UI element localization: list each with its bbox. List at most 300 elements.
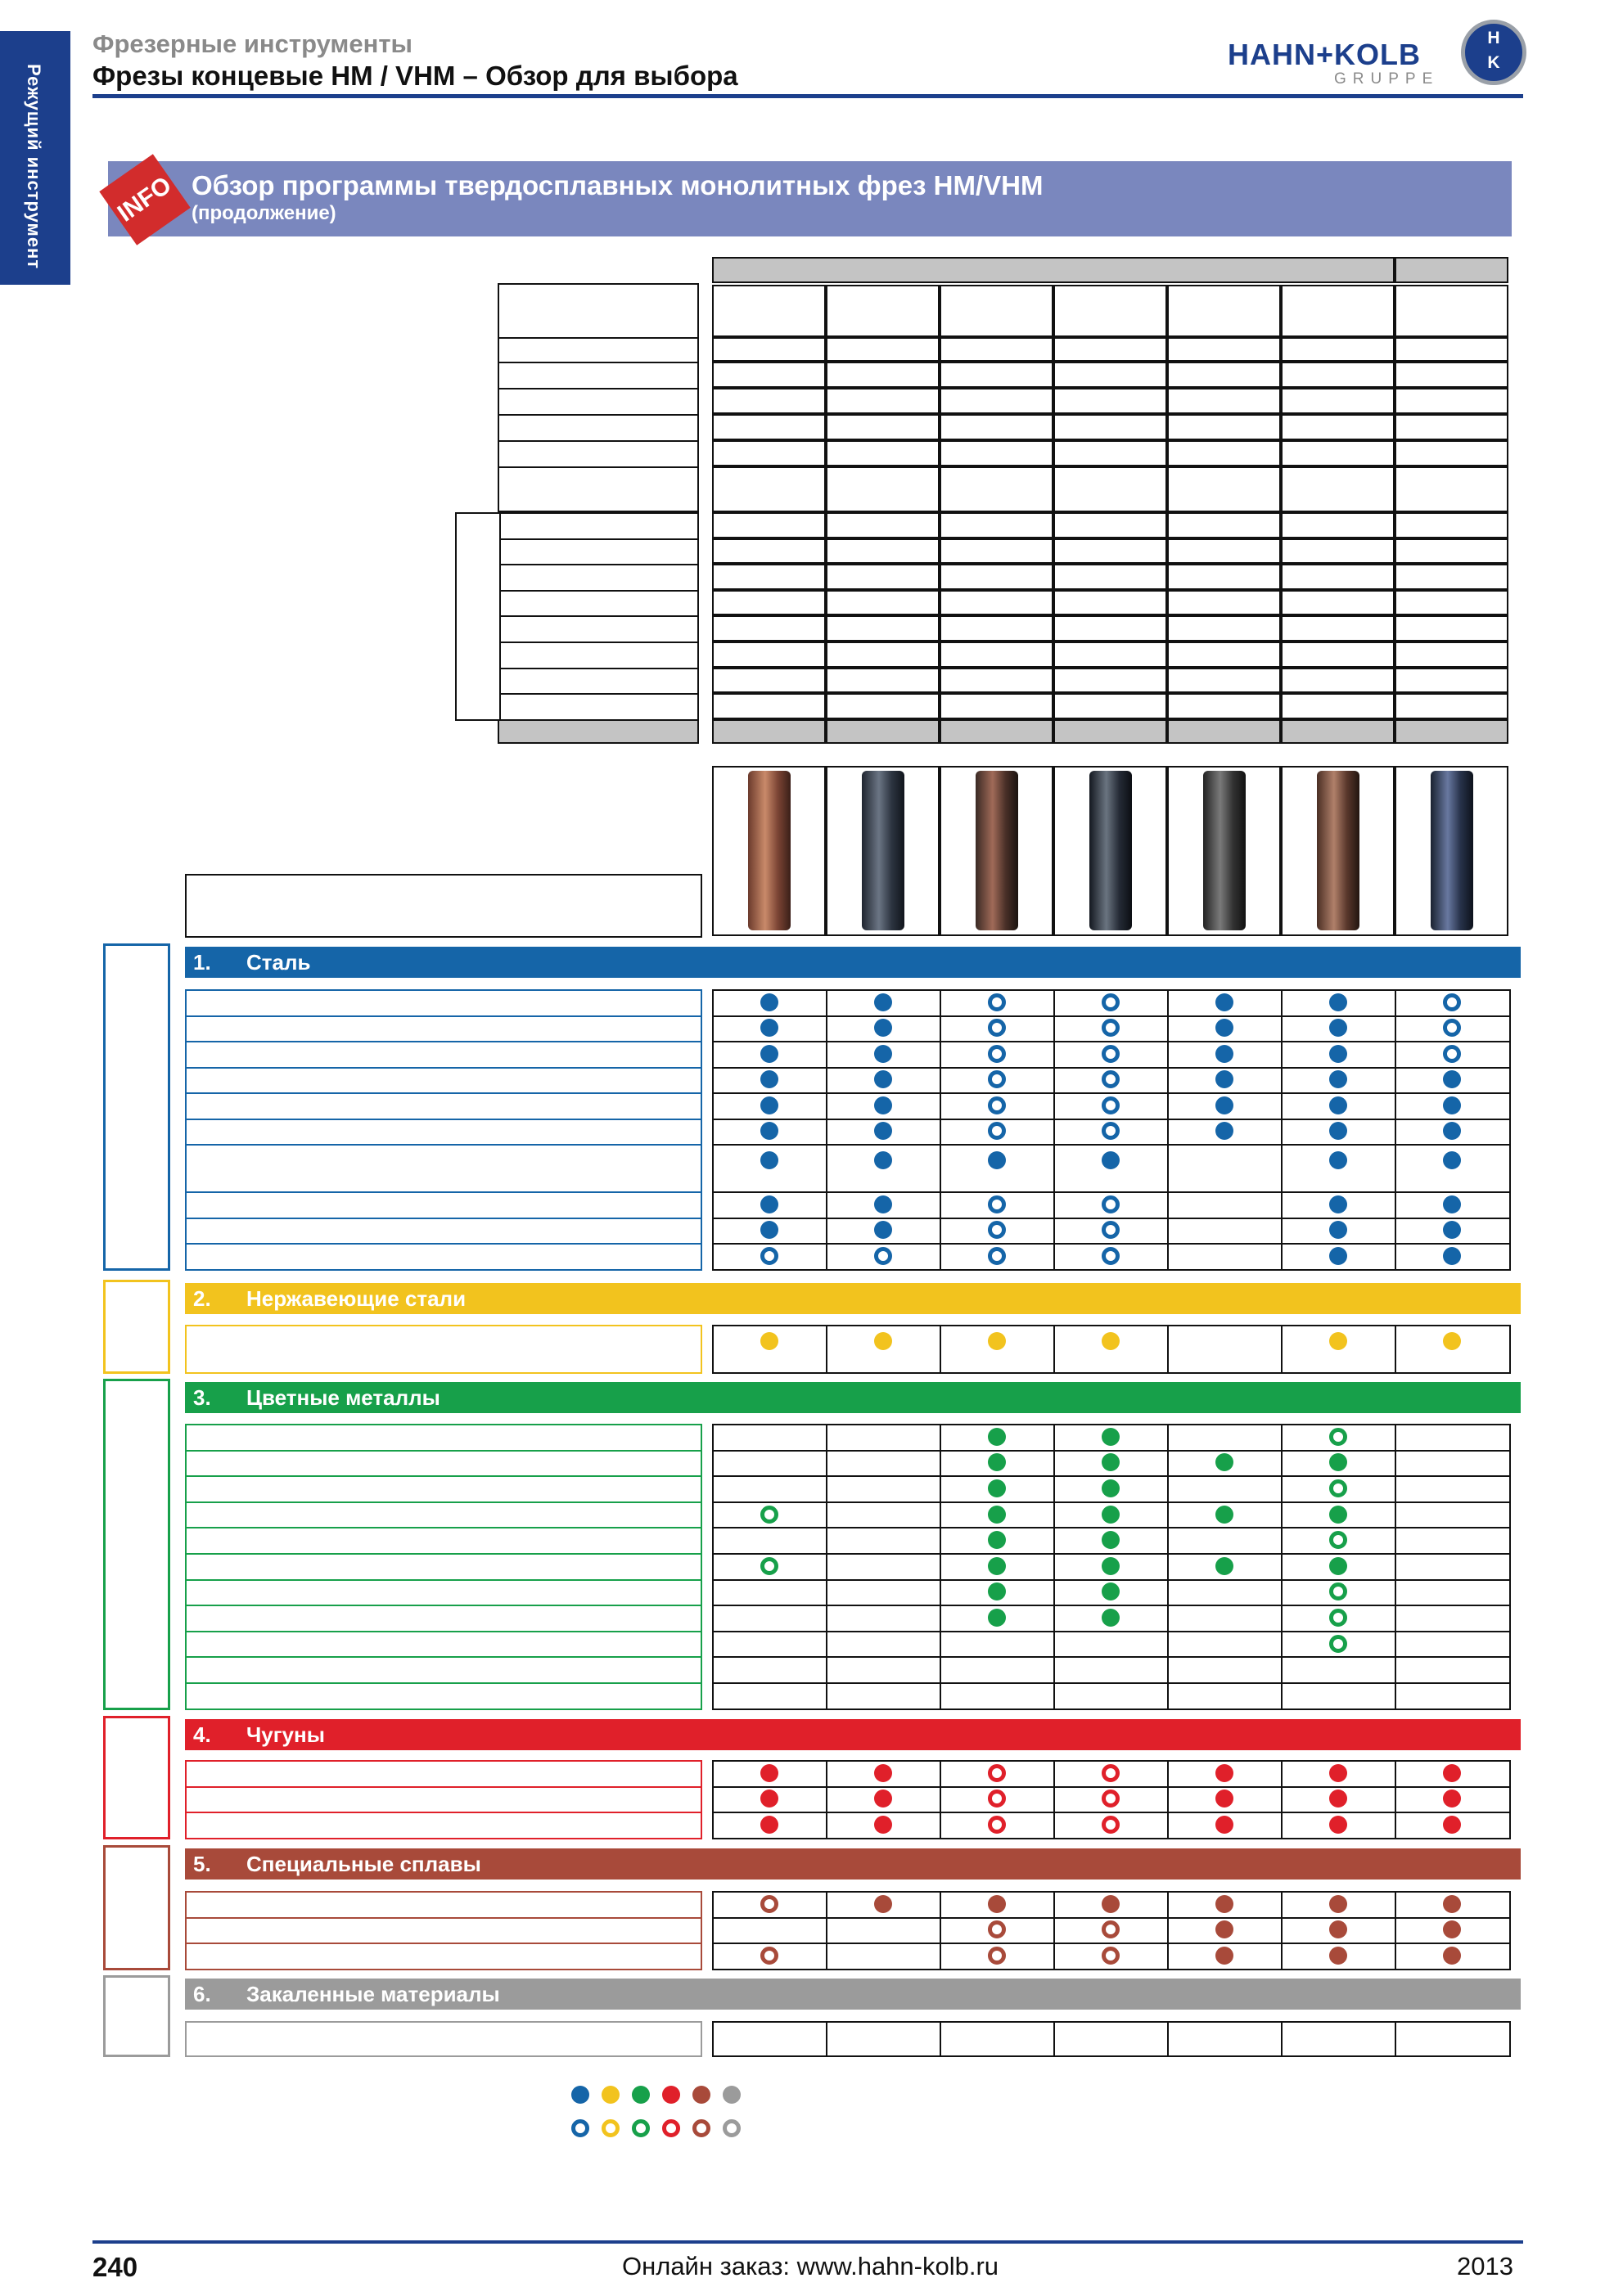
main-use-dot [1329, 1790, 1347, 1808]
group-name: Нержавеющие стали [246, 1285, 467, 1311]
article-number[interactable] [712, 564, 826, 590]
spec-cell-helix [1053, 440, 1167, 466]
main-use-dot [1443, 1070, 1461, 1088]
article-number [1167, 564, 1281, 590]
art-label [622, 590, 697, 616]
main-use-dot [760, 1332, 778, 1350]
aux-use-ring [1102, 1247, 1120, 1265]
catalog-page [1167, 719, 1281, 744]
column-divider [1281, 1891, 1283, 1970]
column-divider [940, 1891, 941, 1970]
coating-name [499, 590, 622, 616]
legend-aux-ring [723, 2119, 741, 2137]
main-use-dot [1215, 1453, 1233, 1471]
main-use-dot [1102, 1609, 1120, 1627]
coating-name [499, 564, 622, 590]
spec-row-label [499, 414, 697, 440]
main-use-dot [1329, 1947, 1347, 1965]
spec-cell-length [1395, 285, 1508, 337]
article-number [1053, 615, 1167, 642]
spec-cell-type [1053, 337, 1167, 362]
main-use-dot [1215, 1070, 1233, 1088]
art-label [622, 564, 697, 590]
aux-use-ring [1329, 1479, 1347, 1497]
aux-use-ring [760, 1947, 778, 1965]
main-use-dot [1329, 1816, 1347, 1834]
catalog-page [712, 719, 826, 744]
article-number [1281, 538, 1395, 565]
catalog-page [1281, 719, 1395, 744]
main-use-dot [1443, 1221, 1461, 1239]
end-mill-icon [1089, 771, 1132, 930]
main-use-dot [874, 993, 892, 1011]
legend-aux-ring [571, 2119, 589, 2137]
main-use-dot [874, 1045, 892, 1063]
main-use-dot [1215, 1947, 1233, 1965]
info-badge-icon: INFO [99, 154, 190, 245]
article-number [1395, 668, 1508, 694]
article-number [1053, 693, 1167, 719]
row-divider [185, 1015, 702, 1017]
spec-cell-cooling [1395, 388, 1508, 414]
aux-use-ring [1102, 1045, 1120, 1063]
main-use-dot [1102, 1531, 1120, 1549]
aux-use-ring [1443, 993, 1461, 1011]
row-divider [185, 1682, 702, 1684]
article-number [712, 693, 826, 719]
page-category: Фрезерные инструменты [92, 29, 413, 58]
column-divider [1053, 1760, 1055, 1839]
material-rows-box [185, 1760, 702, 1839]
row-divider [185, 1041, 702, 1042]
main-use-dot [1215, 1895, 1233, 1913]
main-use-dot [1443, 1332, 1461, 1350]
article-number[interactable] [940, 564, 1053, 590]
group-name: Цветные металлы [246, 1384, 440, 1410]
coating-name [499, 512, 622, 538]
article-number [940, 693, 1053, 719]
main-use-dot [1329, 1506, 1347, 1524]
spec-cell-type [826, 337, 940, 362]
coating-name [499, 693, 622, 719]
column-divider [1395, 989, 1396, 1271]
main-use-dot [1215, 1816, 1233, 1834]
article-number [1395, 642, 1508, 668]
article-number [712, 538, 826, 565]
main-use-dot [1443, 1122, 1461, 1140]
main-use-dot [760, 1221, 778, 1239]
material-rows-box [185, 1424, 702, 1710]
spec-cell-edge [1395, 466, 1508, 512]
aux-use-ring [760, 1247, 778, 1265]
order-url[interactable]: Онлайн заказ: www.hahn-kolb.ru [622, 2252, 999, 2280]
art-label [622, 642, 697, 668]
main-use-dot [1329, 1557, 1347, 1575]
article-number [712, 668, 826, 694]
legend-aux-ring [632, 2119, 650, 2137]
main-use-dot [1329, 1045, 1347, 1063]
row-divider [185, 1917, 702, 1919]
row-divider [712, 1092, 1511, 1094]
spec-cell-edge [1167, 466, 1281, 512]
spec-cell-type [1167, 337, 1281, 362]
row-divider [185, 1191, 702, 1193]
main-use-dot [1102, 1582, 1120, 1600]
row-divider [712, 1605, 1511, 1606]
coating-name [499, 668, 622, 694]
article-number [712, 512, 826, 538]
article-number [1167, 668, 1281, 694]
main-use-dot [1329, 1122, 1347, 1140]
article-number[interactable] [1053, 538, 1167, 565]
brand-logo-sub: GRUPPE [1334, 70, 1440, 88]
spec-cell-length [712, 285, 826, 337]
aux-use-ring [1102, 1195, 1120, 1213]
spec-cell-range [1167, 414, 1281, 440]
material-rows-box [185, 1325, 702, 1374]
spec-cell-teeth [1167, 362, 1281, 388]
art-label [622, 512, 697, 538]
column-divider [1281, 1424, 1283, 1710]
coating-name [499, 538, 622, 565]
end-mill-icon [1431, 771, 1473, 930]
spec-cell-length [1053, 285, 1167, 337]
article-number[interactable] [1281, 564, 1395, 590]
main-use-dot [1443, 1247, 1461, 1265]
row-divider [185, 1553, 702, 1555]
main-use-dot [1329, 1195, 1347, 1213]
aux-use-ring [874, 1247, 892, 1265]
main-use-dot [988, 1428, 1006, 1446]
banner-title: Обзор программы твердосплавных монолитных фрез HM/VHM [192, 170, 1044, 200]
multi-header [1395, 257, 1508, 283]
main-use-dot [1215, 1045, 1233, 1063]
group-letter [103, 1975, 170, 2057]
spec-row-label [499, 466, 697, 512]
row-divider [712, 1501, 1511, 1503]
spec-cell-type [940, 337, 1053, 362]
group-header [712, 257, 1395, 283]
legend-main-dot [602, 2086, 620, 2104]
aux-use-ring [988, 1764, 1006, 1782]
column-divider [1167, 1325, 1169, 1374]
article-number [1053, 512, 1167, 538]
group-name: Сталь [246, 949, 311, 975]
spec-cell-cooling [712, 388, 826, 414]
group-letter [103, 1845, 170, 1970]
legend-main-dot [571, 2086, 589, 2104]
aux-use-ring [1102, 1070, 1120, 1088]
main-use-dot [760, 1122, 778, 1140]
main-use-dot [988, 1582, 1006, 1600]
column-divider [1395, 1891, 1396, 1970]
article-number [826, 668, 940, 694]
group-name: Закаленные материалы [246, 1981, 500, 2006]
spec-cell-teeth [826, 362, 940, 388]
aux-use-ring [760, 1506, 778, 1524]
column-divider [1167, 1891, 1169, 1970]
main-use-dot [874, 1332, 892, 1350]
column-divider [1053, 2021, 1055, 2057]
aux-use-ring [1102, 1221, 1120, 1239]
group-number: 1. [193, 949, 211, 975]
main-use-dot [1443, 1947, 1461, 1965]
group-letter [103, 943, 170, 1271]
article-number [1167, 512, 1281, 538]
catalog-page [1395, 719, 1508, 744]
spec-cell-helix [1395, 440, 1508, 466]
main-use-dot [1443, 1764, 1461, 1782]
group-number: 3. [193, 1384, 211, 1410]
aux-use-ring [988, 1790, 1006, 1808]
row-divider [712, 1579, 1511, 1581]
row-divider [185, 1656, 702, 1658]
column-divider [826, 1325, 827, 1374]
spec-row-label [499, 440, 697, 466]
spec-cell-range [1395, 414, 1508, 440]
article-number[interactable] [826, 538, 940, 565]
main-use-dot [1102, 1557, 1120, 1575]
row-divider [712, 1527, 1511, 1528]
year: 2013 [1457, 2252, 1513, 2280]
main-use-dot [988, 1479, 1006, 1497]
catalog-label [498, 719, 699, 744]
main-use-dot [988, 1895, 1006, 1913]
row-divider [185, 1243, 702, 1245]
column-divider [1395, 1325, 1396, 1374]
side-tab-label: Режущий инструмент [24, 64, 44, 270]
article-number [1281, 590, 1395, 616]
article-number [1167, 590, 1281, 616]
group-bar [185, 1382, 1521, 1413]
row-divider [712, 1812, 1511, 1813]
main-use-dot [988, 1332, 1006, 1350]
spec-cell-helix [940, 440, 1053, 466]
main-use-dot [1215, 1122, 1233, 1140]
aux-use-ring [1329, 1635, 1347, 1653]
article-number [1395, 564, 1508, 590]
aux-use-ring [988, 993, 1006, 1011]
main-use-dot [1215, 1019, 1233, 1037]
main-use-dot [760, 1764, 778, 1782]
column-divider [940, 1760, 941, 1839]
spec-cell-helix [712, 440, 826, 466]
spec-cell-edge [826, 466, 940, 512]
logo-letter-k: K [1487, 53, 1500, 72]
column-divider [1053, 1325, 1055, 1374]
spec-cell-edge [1053, 466, 1167, 512]
art-label [622, 615, 697, 642]
main-use-dot [988, 1151, 1006, 1169]
main-use-dot [1215, 1920, 1233, 1938]
group-letter [103, 1379, 170, 1710]
article-number [1053, 668, 1167, 694]
group-bar [185, 1979, 1521, 2010]
main-use-dot [874, 1122, 892, 1140]
main-use-dot [1329, 1332, 1347, 1350]
main-use-dot [760, 1070, 778, 1088]
row-divider [712, 1786, 1511, 1788]
article-number [940, 668, 1053, 694]
spec-row-label [499, 337, 697, 362]
main-use-dot [1329, 1920, 1347, 1938]
row-divider [712, 1553, 1511, 1555]
row-divider [712, 1631, 1511, 1632]
end-mill-icon [976, 771, 1018, 930]
row-divider [712, 1144, 1511, 1146]
spec-cell-teeth [1281, 362, 1395, 388]
aux-use-ring [988, 1019, 1006, 1037]
group-name: Специальные сплавы [246, 1851, 481, 1876]
row-divider [712, 1119, 1511, 1120]
main-use-dot [1443, 1195, 1461, 1213]
spec-cell-type [1281, 337, 1395, 362]
main-use-dot [1215, 1506, 1233, 1524]
article-number [940, 538, 1053, 565]
group-number: 2. [193, 1285, 211, 1311]
aux-use-ring [988, 1045, 1006, 1063]
aux-use-ring [760, 1895, 778, 1913]
column-divider [1281, 2021, 1283, 2057]
row-divider [185, 1501, 702, 1503]
spec-cell-cooling [1167, 388, 1281, 414]
aux-use-ring [1443, 1045, 1461, 1063]
column-divider [826, 2021, 827, 2057]
aux-use-ring [1443, 1019, 1461, 1037]
spec-cell-teeth [712, 362, 826, 388]
catalog-page [826, 719, 940, 744]
header-divider [92, 94, 1523, 98]
main-use-dot [988, 1506, 1006, 1524]
aux-use-ring [988, 1096, 1006, 1114]
article-number[interactable] [1167, 538, 1281, 565]
material-rows-box [185, 989, 702, 1271]
main-use-dot [1102, 1479, 1120, 1497]
column-divider [1167, 2021, 1169, 2057]
group-letter [103, 1280, 170, 1374]
row-divider [185, 1475, 702, 1477]
main-use-dot [1329, 1151, 1347, 1169]
spec-cell-edge [1281, 466, 1395, 512]
main-use-dot [1443, 1151, 1461, 1169]
aux-use-ring [988, 1947, 1006, 1965]
aux-use-ring [988, 1816, 1006, 1834]
column-divider [1167, 1760, 1169, 1839]
row-divider [712, 1067, 1511, 1069]
main-use-dot [760, 1019, 778, 1037]
spec-cell-length [1167, 285, 1281, 337]
material-rows-box [185, 1891, 702, 1970]
legend-main-dot [632, 2086, 650, 2104]
row-divider [185, 1786, 702, 1788]
article-number [1281, 615, 1395, 642]
main-use-dot [1215, 1557, 1233, 1575]
spec-cell-helix [1167, 440, 1281, 466]
legend-main-dot [723, 2086, 741, 2104]
art-label [622, 693, 697, 719]
column-divider [1053, 1424, 1055, 1710]
spec-cell-helix [1281, 440, 1395, 466]
spec-cell-cooling [940, 388, 1053, 414]
row-divider [185, 1943, 702, 1944]
aux-use-ring [988, 1221, 1006, 1239]
column-divider [1281, 1760, 1283, 1839]
aux-use-ring [1329, 1582, 1347, 1600]
article-number [1281, 512, 1395, 538]
main-use-dot [1102, 1453, 1120, 1471]
row-divider [712, 1656, 1511, 1658]
main-use-dot [1329, 1895, 1347, 1913]
spec-cell-range [826, 414, 940, 440]
article-number [940, 590, 1053, 616]
column-divider [1395, 1760, 1396, 1839]
aux-use-ring [1329, 1531, 1347, 1549]
main-use-dot [874, 1790, 892, 1808]
aux-use-ring [1102, 1096, 1120, 1114]
spec-cell-type [1395, 337, 1508, 362]
main-use-dot [760, 993, 778, 1011]
aux-use-ring [1102, 1920, 1120, 1938]
main-use-dot [760, 1045, 778, 1063]
row-divider [712, 1450, 1511, 1452]
column-divider [1281, 989, 1283, 1271]
main-use-dot [1102, 1428, 1120, 1446]
main-use-dot [1215, 1764, 1233, 1782]
main-use-dot [1102, 1332, 1120, 1350]
column-divider [826, 1891, 827, 1970]
row-divider [185, 1218, 702, 1219]
row-divider [712, 1218, 1511, 1219]
hardness-note [1395, 2021, 1508, 2055]
group-bar [185, 1283, 1521, 1314]
main-use-dot [1443, 1790, 1461, 1808]
spec-cell-cooling [1053, 388, 1167, 414]
row-divider [185, 1067, 702, 1069]
aux-use-ring [1329, 1428, 1347, 1446]
column-divider [1281, 1325, 1283, 1374]
brand-mark-icon [1461, 20, 1526, 85]
group-bar [185, 947, 1521, 978]
column-divider [1053, 989, 1055, 1271]
column-divider [940, 1424, 941, 1710]
article-number[interactable] [1395, 590, 1508, 616]
aux-use-ring [988, 1920, 1006, 1938]
spec-cell-edge [940, 466, 1053, 512]
row-divider [712, 1943, 1511, 1944]
article-number [1053, 590, 1167, 616]
main-use-dot [1329, 1221, 1347, 1239]
row-divider [185, 1631, 702, 1632]
row-divider [185, 1812, 702, 1813]
article-number [1053, 642, 1167, 668]
spec-cell-range [1053, 414, 1167, 440]
spec-cell-cooling [826, 388, 940, 414]
row-divider [185, 1144, 702, 1146]
aux-use-ring [988, 1122, 1006, 1140]
main-use-dot [874, 1070, 892, 1088]
end-mill-icon [748, 771, 791, 930]
article-number [826, 693, 940, 719]
column-divider [1167, 989, 1169, 1271]
article-number [712, 642, 826, 668]
main-use-dot [1443, 1816, 1461, 1834]
row-divider [712, 1191, 1511, 1193]
main-use-dot [760, 1790, 778, 1808]
main-use-dot [1215, 1096, 1233, 1114]
material-rows-box [185, 2021, 702, 2057]
footer-divider [92, 2240, 1523, 2244]
main-use-dot [874, 1221, 892, 1239]
